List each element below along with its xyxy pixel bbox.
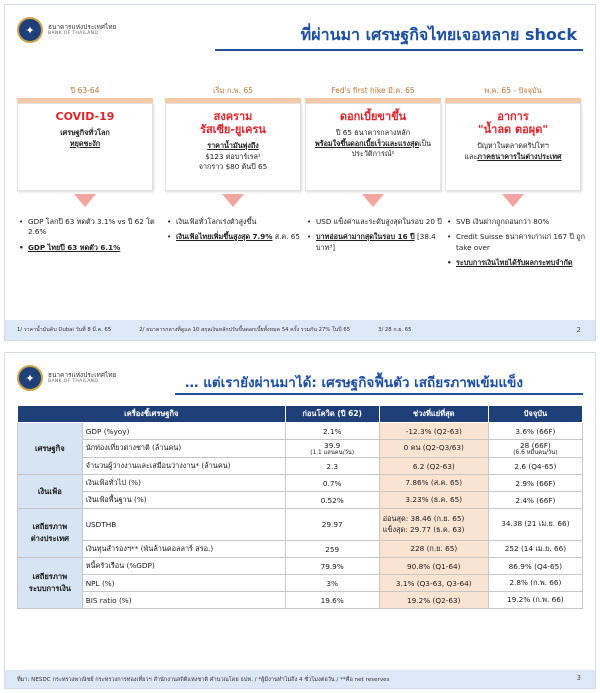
indicator-name: เงินทุนสำรองฯ** (พันล้านดอลลาร์ สรอ.) [82,541,285,558]
worst-value: 0 คน (Q2-Q3/63) [379,440,488,458]
impact-list [19,217,159,258]
precovid-value: 2.1% [285,423,379,440]
slide-indicators [4,352,596,689]
current-value: 2.6 (Q4-65) [488,458,582,475]
table-header-row [18,406,583,423]
bank-name-th: ธนาคารแห่งประเทศไทย [48,22,117,31]
shock-title: COVID-19 [55,110,115,123]
col-header-current: ปัจจุบัน [488,406,582,423]
worst-value: 90.8% (Q1-64) [379,558,488,575]
worst-value: 6.2 (Q2-63) [379,458,488,475]
table-row [18,492,583,509]
precovid-value: 3% [285,575,379,592]
precovid-value: 259 [285,541,379,558]
card-text: เศรษฐกิจทั่วโลก [60,128,110,138]
shock-title: สงคราม รัสเซีย-ยูเครน [200,110,266,137]
slide-shocks [4,4,596,341]
impact-item: • GDP โลกปี 63 หดตัว 3.1% vs ปี 62 โต 2.6% [19,217,159,238]
current-value: 86.9% (Q4-65) [488,558,582,575]
bot-logo [17,17,116,43]
indicator-name: เงินเฟ้อทั่วไป (%) [82,475,285,492]
down-arrow-icon [222,194,244,207]
col-header-precovid: ก่อนโควิด (ปี 62) [285,406,379,423]
card-text-emph: หยุดชะงัก [69,138,101,148]
current-value: 3.6% (66F) [488,423,582,440]
impact-item: • SVB เงินฝากถูกถอนกว่า 80% [447,217,587,227]
card-text-emph: ภาคธนาคารในต่างประเทศ [477,151,562,161]
down-arrow-icon [502,194,524,207]
card-text: เป็นประวัติการณ์² [351,138,431,159]
table-row [18,440,583,458]
impact-item: • ระบบการเงินไทยได้รับผลกระทบจำกัด [447,258,587,268]
precovid-value: 39.9 (1.1 แสนคน/วัน) [285,440,379,458]
group-financial: เสถียรภาพ ระบบการเงิน [18,558,83,609]
down-arrow-icon [74,194,96,207]
worst-value: 228 (ก.ย. 65) [379,541,488,558]
bank-name-en: BANK OF THAILAND [48,31,99,37]
card-text: และ [464,151,478,161]
col-header-indicator: เครื่องชี้เศรษฐกิจ [18,406,286,423]
page-number: 2 [576,326,581,334]
source-footnote: ที่มา: NESDC กระทรวงพาณิชย์ กระทรวงการท่องเที่ยวฯ สำนักงานสถิติแห่งชาติ คำนวณโดย ธปท. / *ผู้มีงานทำไม่ถึง 4 ชั่วโมงต่อวัน / **คือ net reserves [5,670,595,688]
indicator-name: เงินเฟ้อพื้นฐาน (%) [82,492,285,509]
impact-item: • เงินเฟ้อไทยเพิ่มขึ้นสูงสุด 7.9% ส.ค. 65 [167,232,307,242]
footnote: 2/ ธนาคารกลางที่ดูแล 10 สกุลเงินหลักปรับขึ้นดอกเบี้ยทั้งหมด 54 ครั้ง รวมกัน 27% ในปี 65 [139,327,351,333]
worst-value: -12.3% (Q2-63) [379,423,488,440]
period-label: พ.ค. 65 - ปัจจุบัน [484,86,542,95]
title-underline [175,393,583,395]
footnote: 3/ 28 ก.ย. 65 [378,327,412,333]
group-inflation: เงินเฟ้อ [18,475,83,509]
indicator-name: USDTHB [82,509,285,541]
indicator-name: จำนวนผู้ว่างงานและเสมือนว่างงาน* (ล้านคน) [82,458,285,475]
slide2-title: … แต่เรายังผ่านมาได้: เศรษฐกิจฟื้นตัว เสถียรภาพเข้มแข็ง [185,375,524,391]
worst-value: 3.23% (ธ.ค. 65) [379,492,488,509]
precovid-value: 29.97 [285,509,379,541]
indicator-name: หนี้ครัวเรือน (%GDP) [82,558,285,575]
impact-list [167,217,307,248]
group-external: เสถียรภาพ ต่างประเทศ [18,509,83,558]
precovid-value: 0.52% [285,492,379,509]
table-row [18,423,583,440]
indicator-name: GDP (%yoy) [82,423,285,440]
worst-value: 3.1% (Q3-63, Q3-64) [379,575,488,592]
bot-logo [17,365,116,391]
card-text: จากราว $80 ต้นปี 65 [198,162,268,172]
shock-card-war [165,103,301,191]
impact-list [307,217,447,258]
table-row [18,458,583,475]
slide1-title: ที่ผ่านมา เศรษฐกิจไทยเจอหลาย shock [300,25,577,44]
precovid-value: 2.3 [285,458,379,475]
table-row [18,509,583,541]
table-row [18,475,583,492]
period-label: ปี 63-64 [70,86,100,95]
down-arrow-icon [362,194,384,207]
indicator-name: BIS ratio (%) [82,592,285,609]
indicator-name: นักท่องเที่ยวต่างชาติ (ล้านคน) [82,440,285,458]
impact-item: • USD แข็งค่าและระดับสูงสุดในรอบ 20 ปี [307,217,447,227]
precovid-value: 79.9% [285,558,379,575]
worst-value: 7.86% (ส.ค. 65) [379,475,488,492]
card-text-emph: ราคาน้ำมันพุ่งถึง [207,141,259,151]
impact-item: • เงินเฟ้อทั่วโลกเร่งตัวสูงขึ้น [167,217,307,227]
bank-name-th: ธนาคารแห่งประเทศไทย [48,370,117,379]
period-label: Fed's first hike มี.ค. 65 [331,86,415,95]
current-value: 34.38 (21 เม.ย. 66) [488,509,582,541]
group-economy: เศรษฐกิจ [18,423,83,475]
current-value: 28 (66F) (6.6 หมื่นคน/วัน) [488,440,582,458]
card-text: $123 ต่อบาร์เรล¹ [205,151,261,161]
table-row [18,558,583,575]
bank-name-en: BANK OF THAILAND [48,379,99,385]
impact-item: • บาทอ่อนค่ามากสุดในรอบ 16 ปี [38.4 บาท³] [307,232,447,253]
shock-title: ดอกเบี้ยขาขึ้น [339,110,407,123]
table-row [18,575,583,592]
table-row [18,592,583,609]
shock-card-rates [305,103,441,191]
worst-value: 19.2% (Q2-63) [379,592,488,609]
bot-seal-icon: ✦ [17,365,43,391]
current-value: 2.8% (ก.พ. 66) [488,575,582,592]
card-text-emph: พร้อมใจขึ้นดอกเบี้ยเร็วและแรงสุด [314,138,420,148]
footnote: 1/ ราคาน้ำมันดิบ Dubai วันที่ 8 มี.ค. 65 [17,327,112,333]
impact-list [447,217,587,274]
indicator-name: NPL (%) [82,575,285,592]
precovid-value: 19.6% [285,592,379,609]
indicator-table [17,405,583,609]
col-header-worst: ช่วงที่แย่ที่สุด [379,406,488,423]
shock-title: อาการ "น้ำลด ตอผุด" [477,110,549,137]
shock-card-banking [445,103,581,191]
footnotes [5,320,595,340]
impact-item: • GDP ไทยปี 63 หดตัว 6.1% [19,243,159,253]
impact-item: • Credit Suisse ธนาคารเก่าแก่ 167 ปี ถูก take over [447,232,587,253]
worst-value: อ่อนสุด: 38.46 (ก.ย. 65) แข็งสุด: 29.77 (ธ.ค. 63) [379,509,488,541]
card-text: ปี 65 ธนาคารกลางหลัก [335,128,411,138]
card-text: ปัญหาในตลาดคริปโทฯ [477,141,549,151]
period-label: เริ่ม ก.พ. 65 [212,86,254,95]
page-number: 3 [576,674,581,682]
title-underline [215,49,583,51]
current-value: 2.4% (66F) [488,492,582,509]
current-value: 252 (14 เม.ย. 66) [488,541,582,558]
shock-card-covid [17,103,153,191]
current-value: 19.2% (ก.พ. 66) [488,592,582,609]
table-row [18,541,583,558]
precovid-value: 0.7% [285,475,379,492]
current-value: 2.9% (66F) [488,475,582,492]
bot-seal-icon: ✦ [17,17,43,43]
